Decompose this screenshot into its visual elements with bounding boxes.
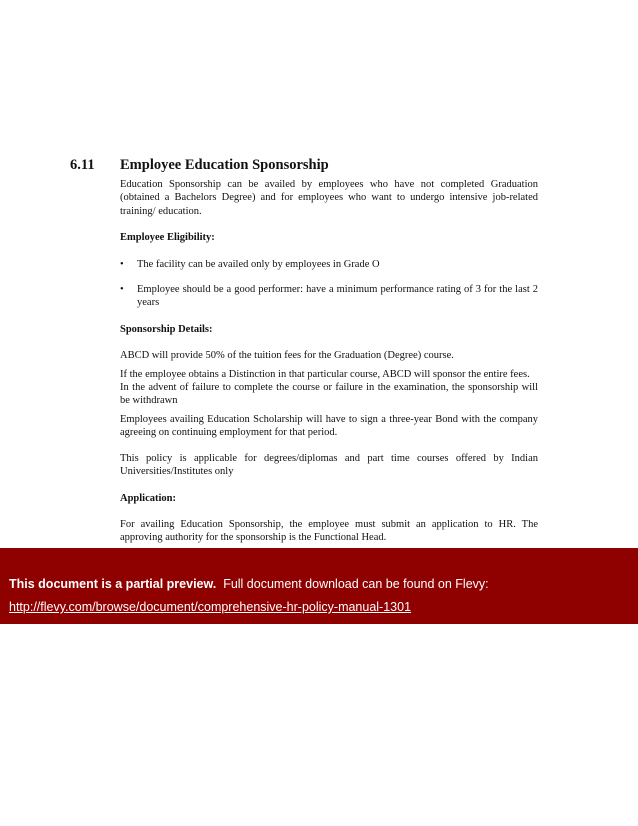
preview-notice-bold: This document is a partial preview. bbox=[9, 577, 217, 591]
intro-paragraph: Education Sponsorship can be availed by employees who have not completed Graduation (obtained a Bachelors Degree) and for employees who want to undergo intensive job-related training/ education. bbox=[120, 179, 538, 217]
eligibility-heading: Employee Eligibility: bbox=[120, 232, 215, 244]
bullet-icon: • bbox=[120, 284, 124, 296]
preview-notice bbox=[9, 577, 489, 591]
section-body bbox=[120, 178, 538, 545]
sponsorship-paragraph: If the employee obtains a Distinction in that particular course, ABCD will sponsor the entire fees. bbox=[120, 368, 530, 380]
sponsorship-paragraph: ABCD will provide 50% of the tuition fees for the Graduation (Degree) course. bbox=[120, 350, 454, 362]
preview-banner bbox=[0, 548, 638, 624]
sponsorship-paragraph: This policy is applicable for degrees/diplomas and part time courses offered by Indian Universities/Institutes only bbox=[120, 452, 538, 478]
bullet-icon: • bbox=[120, 258, 124, 270]
sponsorship-paragraph: Employees availing Education Scholarship will have to sign a three-year Bond with the company agreeing on continuing employment for that period. bbox=[120, 413, 538, 439]
bullet-text: The facility can be availed only by employees in Grade O bbox=[137, 258, 380, 270]
section-title: Employee Education Sponsorship bbox=[120, 157, 329, 173]
download-link[interactable]: http://flevy.com/browse/document/comprehensive-hr-policy-manual-1301 bbox=[9, 600, 412, 614]
eligibility-bullet bbox=[120, 283, 538, 310]
application-paragraph: For availing Education Sponsorship, the employee must submit an application to HR. The approving authority for the sponsorship is the Functional Head. bbox=[120, 518, 538, 544]
application-heading: Application: bbox=[120, 492, 177, 504]
section-number: 6.11 bbox=[70, 157, 95, 173]
sponsorship-paragraph: In the advent of failure to complete the course or failure in the examination, the sponsorship will be withdrawn bbox=[120, 382, 538, 407]
preview-notice-text: Full document download can be found on Flevy: bbox=[223, 577, 489, 591]
sponsorship-heading: Sponsorship Details: bbox=[120, 323, 213, 335]
bullet-text: Employee should be a good performer: have a minimum performance rating of 3 for the last 2 years bbox=[137, 284, 538, 309]
eligibility-bullet bbox=[120, 258, 538, 271]
